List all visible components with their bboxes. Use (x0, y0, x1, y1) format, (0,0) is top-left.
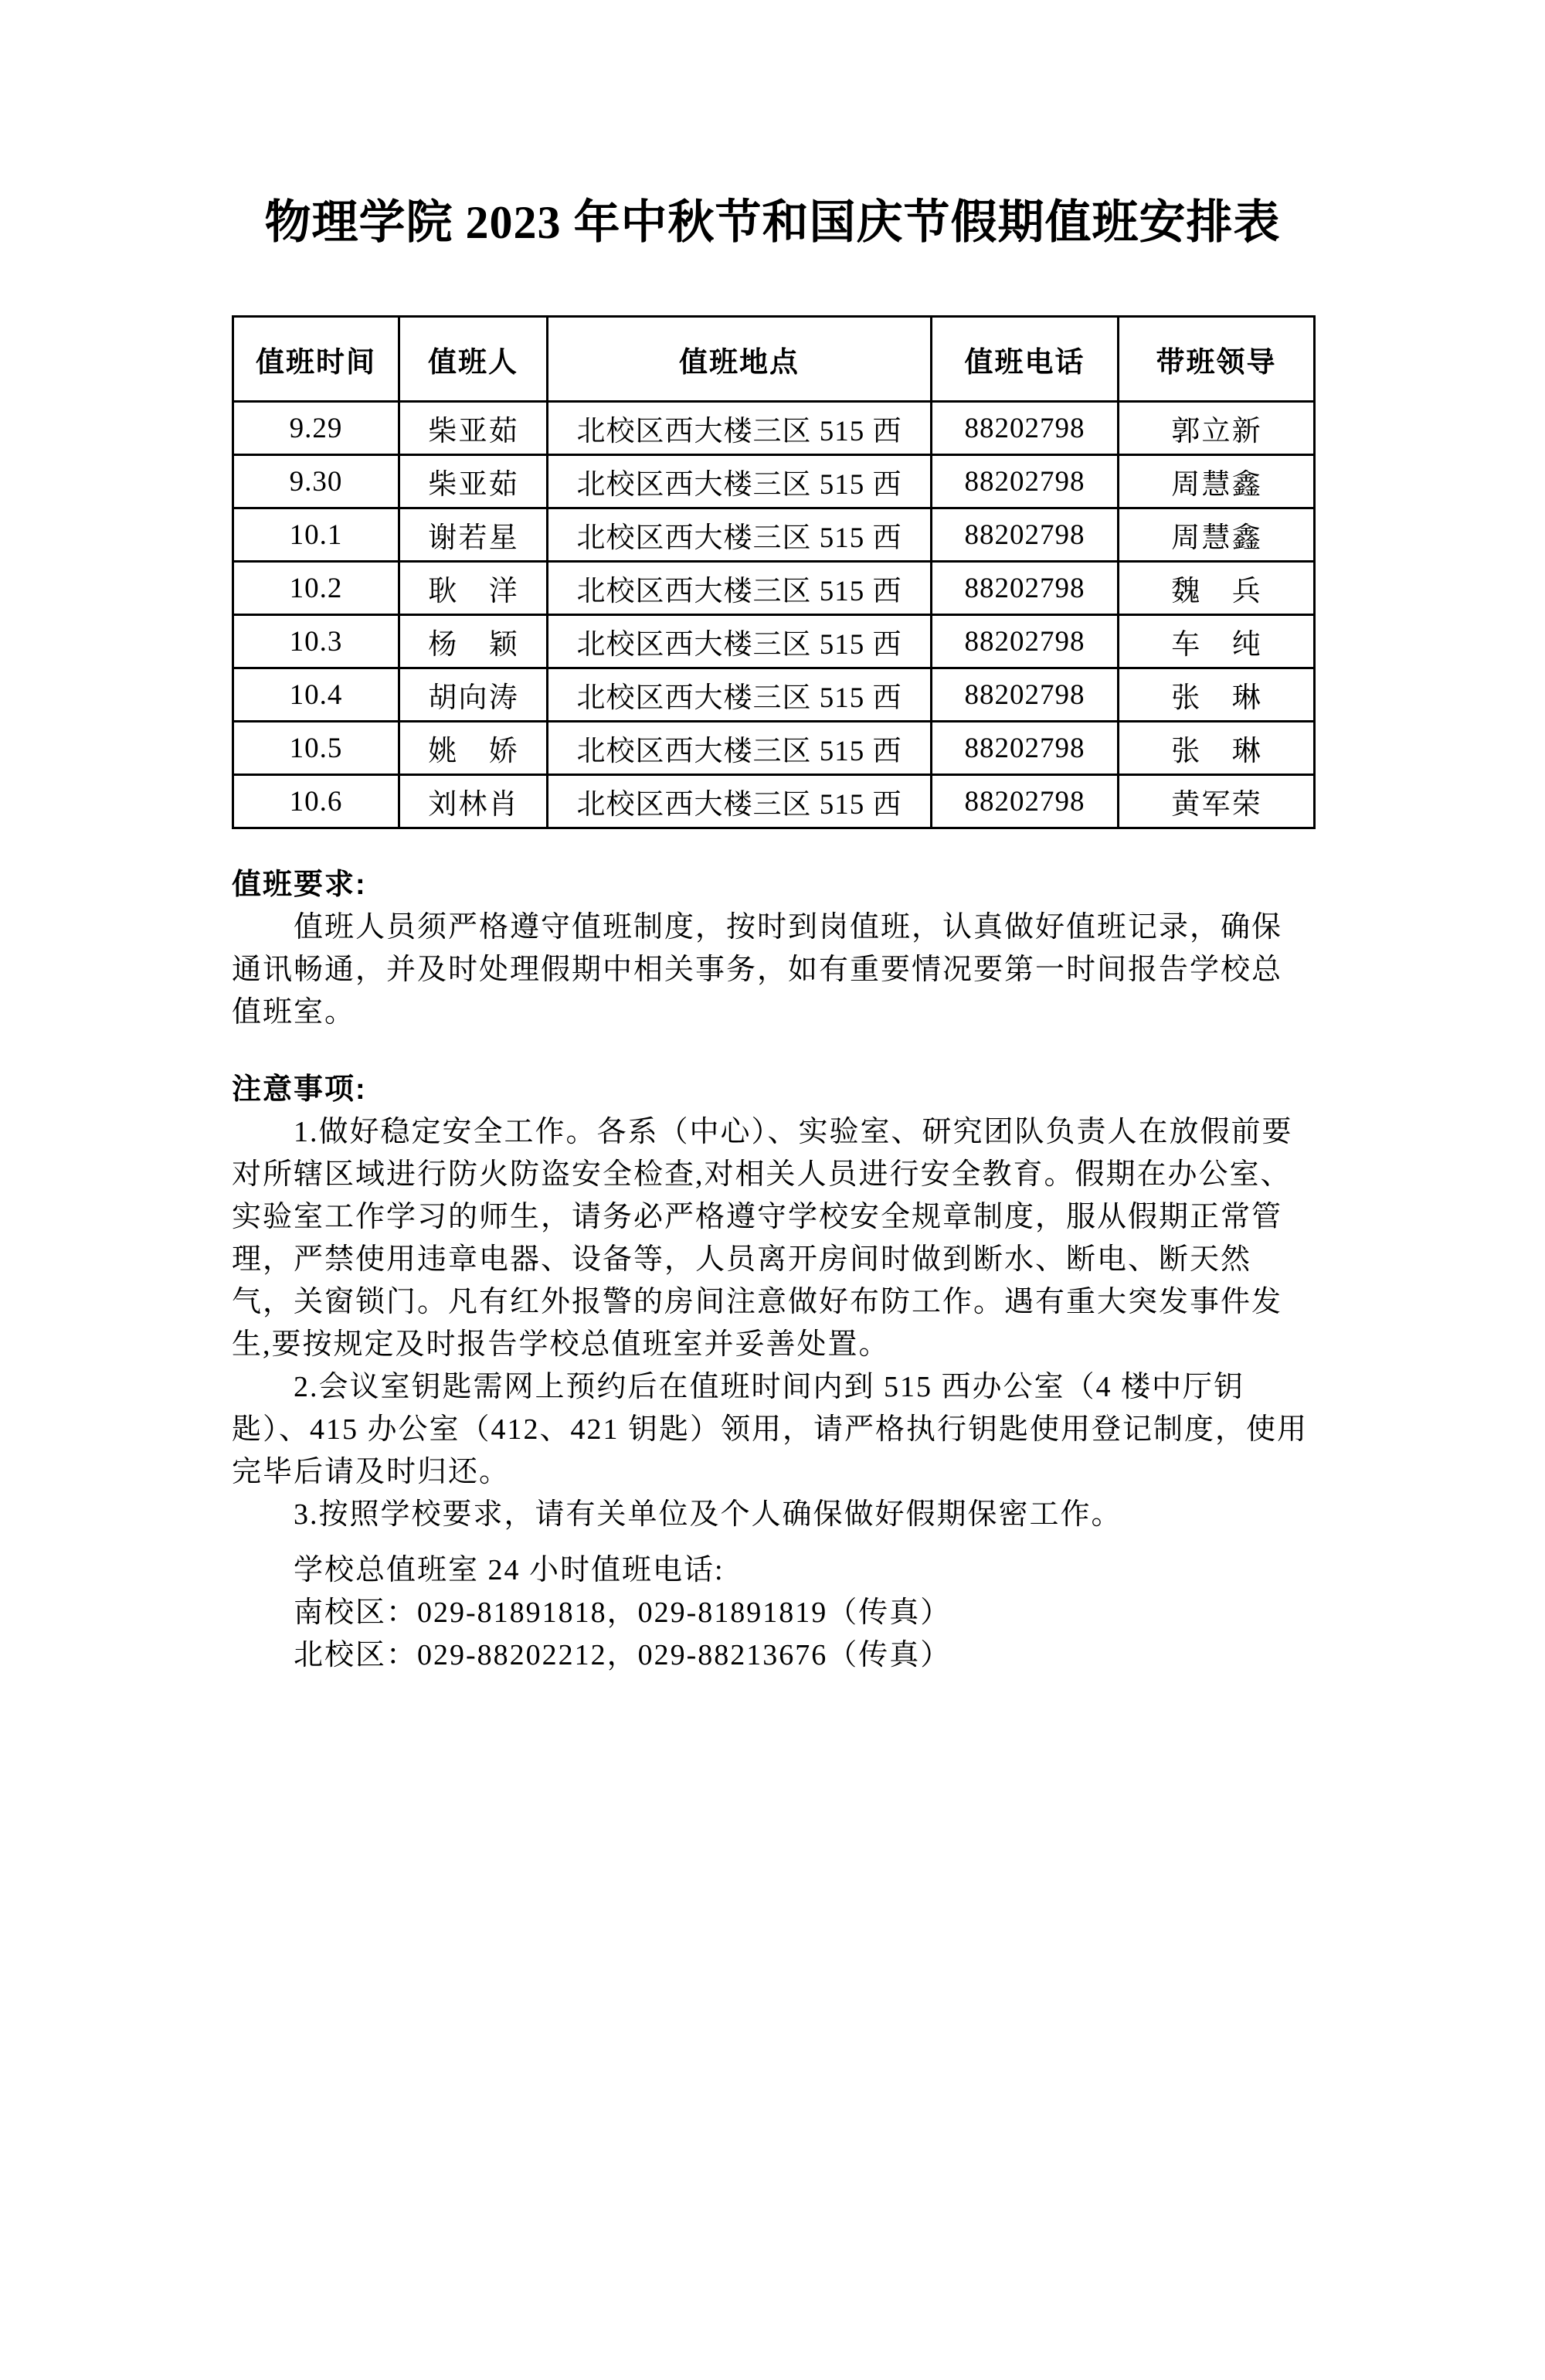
duty-leader-name: 黄军荣 (1171, 789, 1261, 821)
text-line: 完毕后请及时归还。 (232, 1456, 511, 1488)
cell-duty-place: 北校区西大楼三区 515 西 (548, 455, 932, 508)
phone-line: 北校区：029-88202212，029-88213676（传真） (232, 1639, 952, 1671)
table-row (233, 455, 1315, 508)
text-line: 实验室工作学习的师生，请务必严格遵守学校安全规章制度，服从假期正常管 (232, 1201, 1283, 1233)
cell-duty-person (399, 775, 548, 828)
notes-heading: 注意事项: (232, 1073, 367, 1106)
table-row (233, 775, 1315, 828)
cell-duty-leader (1119, 615, 1315, 668)
cell-duty-person (399, 668, 548, 722)
duty-leader-name: 张琳 (1171, 736, 1261, 767)
cell-duty-phone: 88202798 (932, 508, 1119, 562)
duty-leader-name: 张琳 (1171, 682, 1261, 714)
duty-person-name: 谢若星 (428, 522, 518, 554)
text-line: 1.做好稳定安全工作。各系（中心）、实验室、研究团队负责人在放假前要 (232, 1116, 1293, 1148)
col-header-duty-phone: 值班电话 (932, 317, 1119, 402)
cell-duty-place: 北校区西大楼三区 515 西 (548, 562, 932, 615)
phone-line: 南校区：029-81891818，029-81891819（传真） (232, 1596, 952, 1629)
cell-duty-date: 9.30 (233, 455, 399, 508)
duty-person-name: 耿洋 (428, 576, 518, 607)
cell-duty-leader (1119, 455, 1315, 508)
duty-person-name: 柴亚茹 (428, 469, 518, 501)
duty-leader-name: 魏兵 (1171, 576, 1261, 607)
duty-requirements-paragraph (232, 906, 1313, 1034)
duty-leader-name: 郭立新 (1171, 416, 1261, 447)
cell-duty-person (399, 402, 548, 455)
cell-duty-phone: 88202798 (932, 402, 1119, 455)
cell-duty-leader (1119, 722, 1315, 775)
document-page (0, 195, 1545, 1677)
text-line: 气，关窗锁门。凡有红外报警的房间注意做好布防工作。遇有重大突发事件发 (232, 1286, 1283, 1318)
table-body (233, 402, 1315, 828)
table-row (233, 722, 1315, 775)
cell-duty-leader (1119, 775, 1315, 828)
cell-duty-leader (1119, 508, 1315, 562)
col-header-duty-time: 值班时间 (233, 317, 399, 402)
duty-leader-name: 车纯 (1171, 629, 1261, 661)
cell-duty-person (399, 722, 548, 775)
cell-duty-phone: 88202798 (932, 775, 1119, 828)
cell-duty-place: 北校区西大楼三区 515 西 (548, 775, 932, 828)
cell-duty-leader (1119, 402, 1315, 455)
cell-duty-date: 10.2 (233, 562, 399, 615)
cell-duty-leader (1119, 668, 1315, 722)
cell-duty-place: 北校区西大楼三区 515 西 (548, 508, 932, 562)
notes-section (232, 1069, 1313, 1536)
text-line: 生,要按规定及时报告学校总值班室并妥善处置。 (232, 1328, 890, 1361)
phone-section (232, 1549, 1313, 1677)
document-title: 物理学院 2023 年中秋节和国庆节假期值班安排表 (264, 197, 1281, 248)
cell-duty-leader (1119, 562, 1315, 615)
text-line: 3.按照学校要求，请有关单位及个人确保做好假期保密工作。 (232, 1498, 1122, 1531)
text-line: 值班人员须严格遵守值班制度，按时到岗值班，认真做好值班记录，确保 (232, 911, 1283, 944)
table-row (233, 508, 1315, 562)
cell-duty-person (399, 615, 548, 668)
cell-duty-phone: 88202798 (932, 668, 1119, 722)
phone-line: 学校总值班室 24 小时值班电话: (232, 1554, 725, 1586)
text-line: 匙）、415 办公室（412、421 钥匙）领用，请严格执行钥匙使用登记制度，使用 (232, 1413, 1309, 1446)
duty-requirements-section (232, 864, 1313, 1034)
notes-paragraph (232, 1111, 1313, 1536)
cell-duty-place: 北校区西大楼三区 515 西 (548, 615, 932, 668)
col-header-duty-place: 值班地点 (548, 317, 932, 402)
table-row (233, 668, 1315, 722)
duty-person-name: 胡向涛 (428, 682, 518, 714)
duty-person-name: 刘林肖 (428, 789, 518, 821)
col-header-duty-person: 值班人 (399, 317, 548, 402)
text-line: 对所辖区域进行防火防盗安全检查,对相关人员进行安全教育。假期在办公室、 (232, 1158, 1292, 1191)
duty-schedule-table (232, 315, 1316, 829)
col-header-duty-leader: 带班领导 (1119, 317, 1315, 402)
cell-duty-place: 北校区西大楼三区 515 西 (548, 722, 932, 775)
cell-duty-date: 10.5 (233, 722, 399, 775)
text-line: 2.会议室钥匙需网上预约后在值班时间内到 515 西办公室（4 楼中厅钥 (232, 1371, 1245, 1403)
cell-duty-date: 10.1 (233, 508, 399, 562)
cell-duty-phone: 88202798 (932, 722, 1119, 775)
cell-duty-date: 10.3 (233, 615, 399, 668)
cell-duty-date: 10.4 (233, 668, 399, 722)
cell-duty-person (399, 455, 548, 508)
cell-duty-person (399, 508, 548, 562)
duty-leader-name: 周慧鑫 (1171, 469, 1261, 501)
cell-duty-phone: 88202798 (932, 455, 1119, 508)
cell-duty-date: 10.6 (233, 775, 399, 828)
text-line: 理，严禁使用违章电器、设备等，人员离开房间时做到断水、断电、断天然 (232, 1243, 1252, 1276)
cell-duty-phone: 88202798 (932, 562, 1119, 615)
duty-person-name: 柴亚茹 (428, 416, 518, 447)
cell-duty-place: 北校区西大楼三区 515 西 (548, 402, 932, 455)
duty-person-name: 姚娇 (428, 736, 518, 767)
table-row (233, 402, 1315, 455)
text-line: 通讯畅通，并及时处理假期中相关事务，如有重要情况要第一时间报告学校总 (232, 954, 1283, 986)
duty-leader-name: 周慧鑫 (1171, 522, 1261, 554)
text-line: 值班室。 (232, 996, 356, 1028)
table-header-row (233, 317, 1315, 402)
duty-requirements-heading: 值班要求: (232, 869, 367, 901)
cell-duty-date: 9.29 (233, 402, 399, 455)
table-row (233, 615, 1315, 668)
table-row (233, 562, 1315, 615)
cell-duty-phone: 88202798 (932, 615, 1119, 668)
duty-person-name: 杨颖 (428, 629, 518, 661)
cell-duty-place: 北校区西大楼三区 515 西 (548, 668, 932, 722)
cell-duty-person (399, 562, 548, 615)
